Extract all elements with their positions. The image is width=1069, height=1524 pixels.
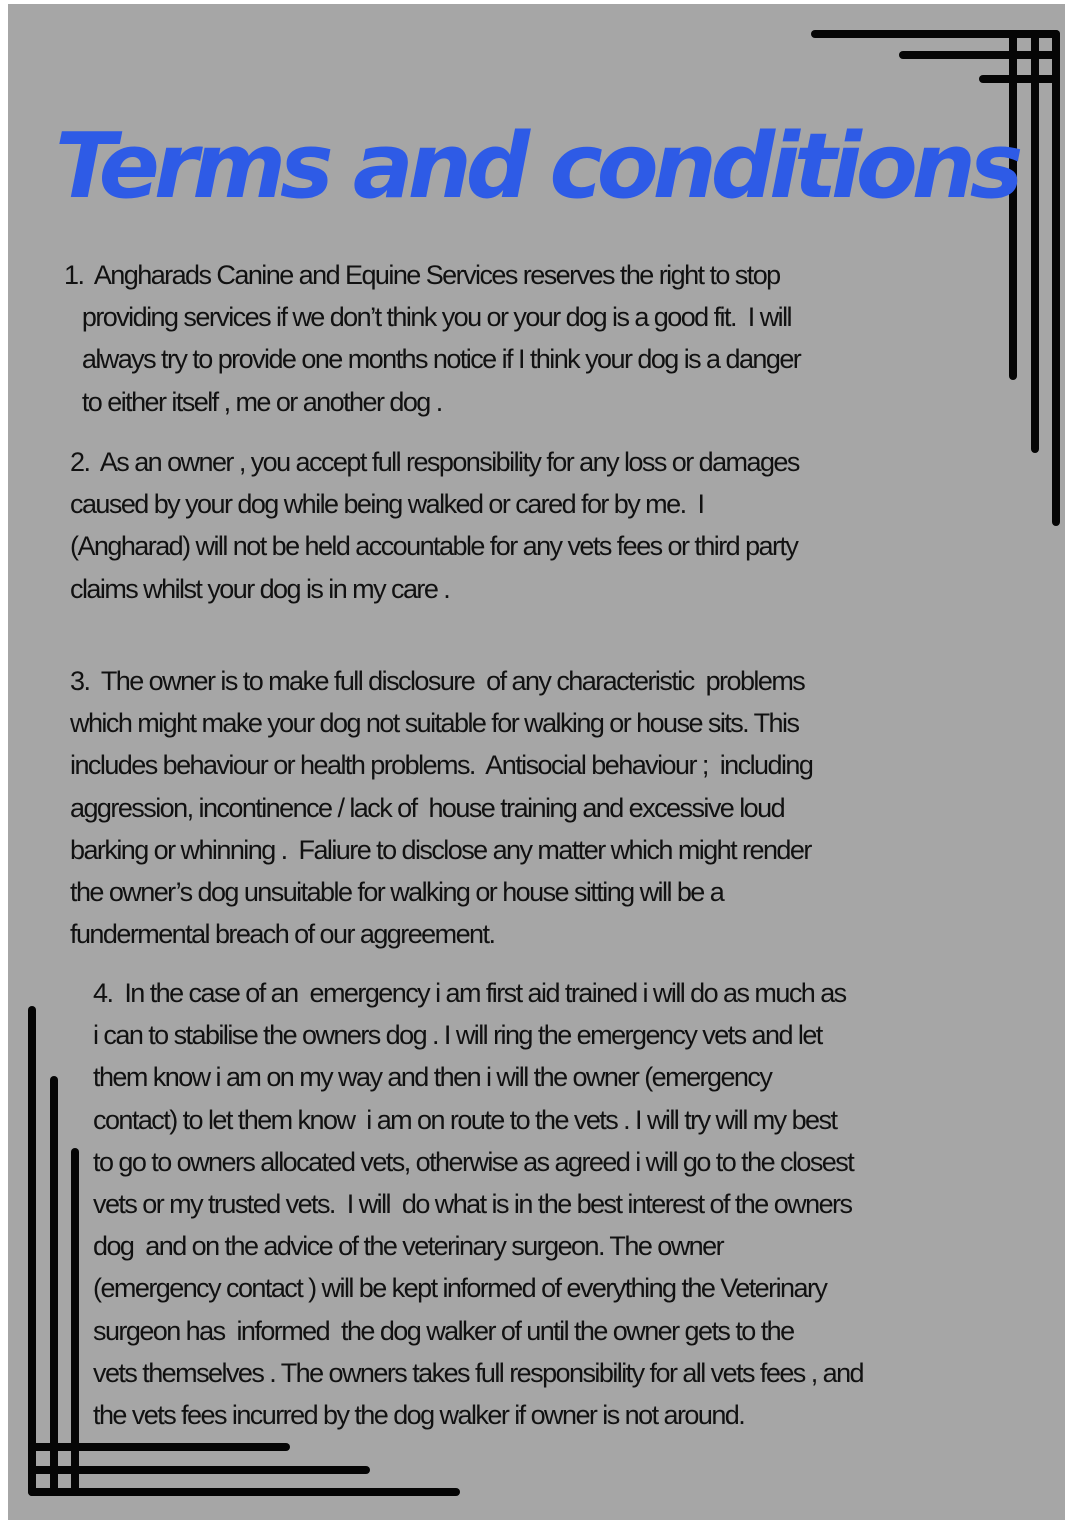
terms-paragraph-2: 2. As an owner , you accept full responsibility for any loss or damages caused by your dog while being walked or cared for by me. I (Angharad) will not be held accountable for any vets fees or third party claims whilst your dog is in my care . — [70, 447, 799, 604]
terms-paragraph-1: 1. Angharads Canine and Equine Services reserves the right to stop providing services if we don’t think you or your dog is a good fit. I will always try to provide one months notice if I think your dog is a danger to either itself , me or another dog . — [64, 260, 801, 417]
document-page — [8, 4, 1065, 1520]
terms-paragraph-4: 4. In the case of an emergency i am first aid trained i will do as much as i can to stabilise the owners dog . I will ring the emergency vets and let them know i am on my way and then i will the owner (emergency contact) to let them know i am on route to the vets . I will try will my best to go to owners allocated vets, otherwise as agreed i will go to the closest vets or my trusted vets. I will do what is in the best interest of the owners dog and on the advice of the veterinary surgeon. The owner (emergency contact ) will be kept informed of everything the Veterinary surgeon has informed the dog walker of until the owner gets to the vets themselves . The owners takes full responsibility for all vets fees , and the vets fees incurred by the dog walker if owner is not around. — [93, 978, 864, 1431]
page-title: Terms and conditions — [55, 114, 1018, 219]
terms-paragraph-3: 3. The owner is to make full disclosure of any characteristic problems which might make your dog not suitable for walking or house sits. This includes behaviour or health problems. Antisocial behaviour ; including aggression, incontinence / lack of house training and excessive loud barking or whinning . Faliure to disclose any matter which might render the owner’s dog unsuitable for walking or house sitting will be a fundermental breach of our aggreement. — [70, 666, 813, 950]
